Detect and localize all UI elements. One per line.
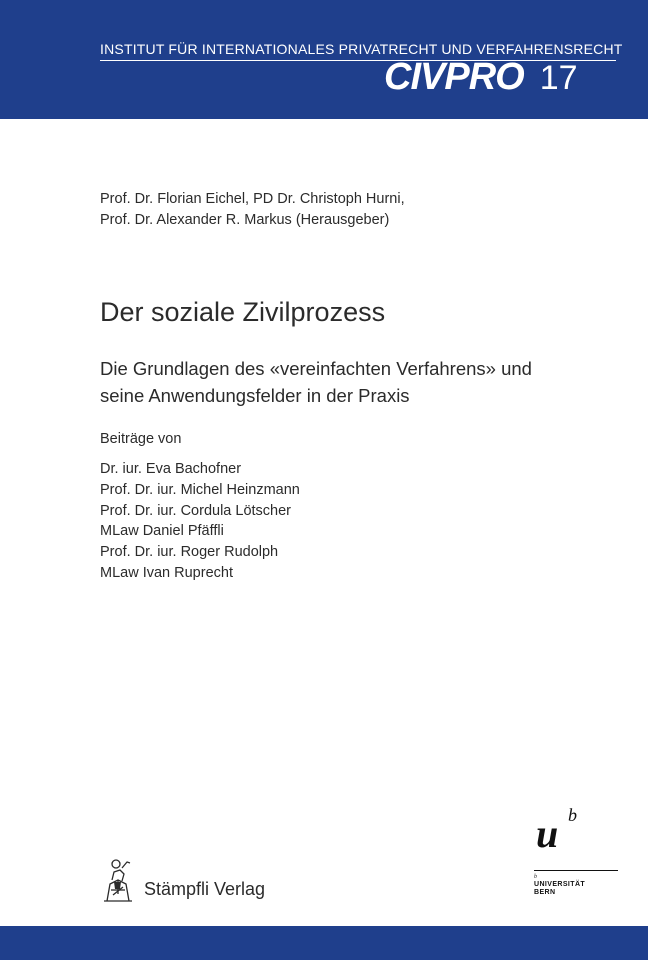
subtitle-line: seine Anwendungsfelder in der Praxis bbox=[100, 385, 410, 406]
contributors-list bbox=[100, 459, 300, 584]
contributor-name: Prof. Dr. iur. Michel Heinzmann bbox=[100, 481, 300, 498]
printer-figure-icon bbox=[98, 854, 138, 904]
book-title: Der soziale Zivilprozess bbox=[100, 297, 386, 327]
contributor-name: Prof. Dr. iur. Roger Rudolph bbox=[100, 544, 279, 561]
unibe-mark: u b bbox=[536, 805, 577, 856]
contributor-name: MLaw Daniel Pfäffli bbox=[100, 523, 224, 540]
series-logo bbox=[384, 56, 578, 99]
series-institute-name: INSTITUT FÜR INTERNATIONALES PRIVATRECHT UND VERFAHRENSRECHT bbox=[100, 41, 623, 57]
contributors-heading: Beiträge von bbox=[100, 431, 182, 447]
series-header-band bbox=[0, 0, 648, 119]
publisher-name: Stämpfli Verlag bbox=[144, 879, 266, 899]
subtitle-line: Die Grundlagen des «vereinfachten Verfahrens» und bbox=[100, 358, 532, 379]
publisher-imprint bbox=[98, 854, 265, 904]
series-volume-number: 17 bbox=[539, 59, 578, 97]
university-logo bbox=[534, 805, 618, 897]
editors-block bbox=[100, 189, 405, 231]
editors-line: Prof. Dr. Alexander R. Markus (Herausgeber) bbox=[100, 212, 390, 228]
unibe-small-b: b bbox=[534, 874, 537, 880]
unibe-rule bbox=[534, 870, 618, 871]
university-name-line2: BERN bbox=[534, 889, 556, 896]
footer-band bbox=[0, 926, 648, 960]
contributor-name: Prof. Dr. iur. Cordula Lötscher bbox=[100, 502, 291, 519]
series-brand: CIVPRO bbox=[384, 56, 524, 98]
university-name-line1: UNIVERSITÄT bbox=[534, 881, 586, 888]
book-subtitle bbox=[100, 355, 532, 409]
contributor-name: Dr. iur. Eva Bachofner bbox=[100, 461, 242, 477]
contributor-name: MLaw Ivan Ruprecht bbox=[100, 564, 233, 581]
editors-line: Prof. Dr. Florian Eichel, PD Dr. Christoph Hurni, bbox=[100, 191, 405, 207]
